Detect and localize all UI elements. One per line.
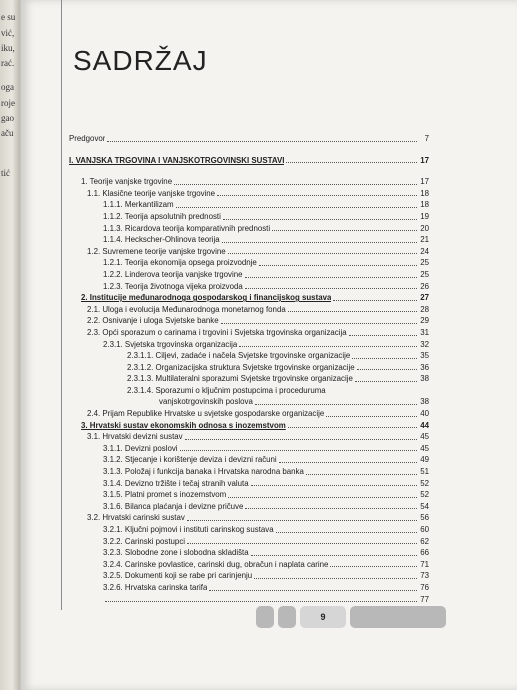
- footer-tab: [256, 606, 274, 628]
- toc-entry-page: 52: [420, 478, 429, 488]
- toc-leader-dots: [272, 230, 417, 231]
- toc-entry-title: 2.3.1.4. Sporazumi o ključnim postupcima i proceduruma: [127, 385, 326, 395]
- toc-entry: [69, 199, 429, 211]
- toc-entry-title: 1.2.2. Linderova teorija vanjske trgovine: [103, 269, 243, 279]
- toc-entry-title: 3.1. Hrvatski devizni sustav: [87, 432, 183, 442]
- toc-entry-title: 3.1.4. Devizno tržište i tečaj stranih valuta: [103, 478, 249, 488]
- toc-entry: [69, 234, 429, 246]
- prev-text-fragment: oga: [1, 82, 14, 92]
- toc-entry-page: 35: [420, 351, 429, 361]
- toc-entry: [69, 512, 429, 524]
- toc-entry: [69, 155, 429, 167]
- toc-entry: [69, 133, 429, 145]
- toc-entry-page: 76: [420, 582, 429, 592]
- toc-entry: [69, 257, 429, 269]
- toc-entry-title: 2.3.1.1. Ciljevi, zadaće i načela Svjetske trgovinske organizacije: [127, 351, 351, 361]
- prev-text-fragment: gao: [1, 113, 14, 123]
- toc-leader-dots: [288, 427, 417, 428]
- toc-leader-dots: [239, 346, 417, 347]
- toc-entry-page: 51: [420, 467, 429, 477]
- toc-entry-page: 21: [420, 235, 429, 245]
- toc-entry: [69, 269, 429, 281]
- toc-entry-title: 3.2.1. Ključni pojmovi i instituti carinskog sustava: [103, 525, 274, 534]
- toc-entry: [69, 327, 429, 339]
- prev-text-fragment: tić: [1, 168, 10, 178]
- toc-entry: [69, 466, 429, 478]
- toc-leader-dots: [180, 450, 417, 451]
- toc-entry-page: 52: [420, 490, 429, 500]
- toc-entry: [69, 246, 429, 258]
- toc-entry-page: 38: [420, 397, 429, 407]
- toc-entry: [69, 211, 429, 223]
- toc-leader-dots: [349, 335, 417, 336]
- toc-leader-dots: [223, 219, 417, 220]
- toc-entry: [69, 443, 429, 455]
- toc-entry: [69, 176, 429, 188]
- toc-entry-title: 1.2.3. Teorija životnoga vijeka proizvoda: [103, 281, 243, 291]
- toc-entry: [69, 281, 429, 293]
- toc-entry: [69, 292, 429, 304]
- toc-leader-dots: [209, 590, 417, 591]
- toc-entry-page: 19: [420, 211, 429, 221]
- toc-leader-dots: [187, 520, 417, 521]
- toc-entry-page: 17: [420, 177, 429, 187]
- footer-tab: [350, 606, 446, 628]
- toc-entry-page: 44: [420, 420, 429, 430]
- toc-entry-title: 2.3.1. Svjetska trgovinska organizacija: [103, 339, 238, 349]
- toc-entry-title: 2.2. Osnivanje i uloga Svjetske banke: [87, 316, 219, 326]
- page-footer: [256, 606, 446, 628]
- toc-entry-page: 66: [420, 548, 429, 558]
- toc-entry-title: 3.1.6. Bilanca plaćanja i devizne pričuve: [103, 501, 244, 511]
- toc-leader-dots: [245, 508, 417, 509]
- toc-entry-title: 2. Institucije međunarodnoga gospodarskog i financijskog sustava: [81, 293, 332, 303]
- toc-leader-dots: [326, 416, 417, 417]
- toc-leader-dots: [228, 253, 417, 254]
- toc-entry-title: 3.2.4. Carinske povlastice, carinski dug, obračun i naplata carine: [103, 559, 329, 569]
- toc-entry: [69, 396, 429, 408]
- toc-entry-page: 77: [420, 594, 429, 604]
- toc-leader-dots: [333, 300, 417, 301]
- toc-leader-dots: [276, 532, 417, 533]
- toc-entry-page: 60: [420, 525, 429, 534]
- toc-entry-title: 2.4. Prijam Republike Hrvatske u svjetske gospodarske organizacije: [87, 409, 325, 419]
- toc-entry-title: 1.1.1. Merkantilizam: [103, 200, 174, 210]
- toc-leader-dots: [174, 184, 417, 185]
- toc-entry-page: 27: [420, 293, 429, 303]
- toc-entry-title: vanjskotrgovinskih poslova: [159, 397, 253, 407]
- toc-entry: [69, 501, 429, 513]
- toc-leader-dots: [330, 566, 417, 567]
- toc-leader-dots: [217, 195, 417, 196]
- prev-text-fragment: iku,: [1, 43, 15, 53]
- toc-entry-page: 7: [424, 134, 429, 143]
- toc-entry-title: Predgovor: [69, 134, 106, 143]
- toc-leader-dots: [245, 288, 417, 289]
- toc-entry-page: 17: [420, 155, 429, 165]
- toc-entry: [69, 339, 429, 351]
- footer-tab: [278, 606, 296, 628]
- toc-entry-title: 2.3.1.2. Organizacijska struktura Svjetske trgovinske organizacije: [127, 362, 355, 372]
- toc-entry-title: 3. Hrvatski sustav ekonomskih odnosa s inozemstvom: [81, 420, 286, 430]
- prev-text-fragment: e su: [1, 12, 16, 22]
- toc-entry-title: 1.2.1. Teorija ekonomija opsega proizvodnje: [103, 258, 257, 268]
- toc-entry: [69, 315, 429, 327]
- toc-entry-page: 18: [420, 188, 429, 198]
- toc-entry-page: 29: [420, 316, 429, 326]
- toc-entry-title: 3.2.6. Hrvatska carinska tarifa: [103, 582, 208, 592]
- page-title: SADRŽAJ: [73, 44, 208, 76]
- toc-leader-dots: [251, 485, 417, 486]
- toc-entry: [69, 570, 429, 582]
- toc-entry: [69, 489, 429, 501]
- toc-leader-dots: [245, 277, 418, 278]
- toc-entry: [69, 420, 429, 432]
- toc-entry-page: 49: [420, 455, 429, 465]
- toc-entry-title: 1.1.3. Ricardova teorija komparativnih prednosti: [103, 223, 271, 233]
- toc-leader-dots: [222, 242, 417, 243]
- toc-leader-dots: [176, 207, 417, 208]
- page-number: 9: [300, 606, 346, 628]
- toc-entry: [69, 373, 429, 385]
- toc-leader-dots: [286, 162, 417, 163]
- toc-leader-dots: [251, 555, 417, 556]
- toc-entry-title: 3.1.1. Devizni poslovi: [103, 443, 178, 453]
- toc-entry: [69, 547, 429, 559]
- toc-entry-page: 36: [420, 362, 429, 372]
- toc-entry-title: 1.1.2. Teorija apsolutnih prednosti: [103, 211, 221, 221]
- table-of-contents: [69, 133, 429, 605]
- toc-entry-title: 3.1.2. Stjecanje i korištenje deviza i devizni računi: [103, 455, 277, 465]
- toc-entry-page: 38: [420, 374, 429, 384]
- toc-entry-page: 25: [420, 269, 429, 279]
- toc-entry-title: 1.1. Klasične teorije vanjske trgovine: [87, 188, 216, 198]
- toc-entry-title: 3.2.3. Slobodne zone i slobodna skladišta: [103, 548, 249, 558]
- toc-entry-page: 40: [420, 409, 429, 419]
- toc-leader-dots: [306, 474, 417, 475]
- previous-page-edge: [0, 0, 20, 690]
- toc-entry: [69, 454, 429, 466]
- toc-entry-title: 3.2.5. Dokumenti koji se rabe pri carinjenju: [103, 571, 253, 581]
- toc-entry: [69, 559, 429, 571]
- toc-leader-dots: [288, 311, 417, 312]
- toc-entry-title: I. VANJSKA TRGOVINA I VANJSKOTRGOVINSKI SUSTAVI: [69, 155, 285, 165]
- toc-leader-dots: [228, 497, 417, 498]
- toc-entry: [69, 536, 429, 548]
- toc-entry-title: 3.1.3. Položaj i funkcija banaka i Hrvatska narodna banka: [103, 467, 304, 477]
- book-page: [21, 0, 517, 690]
- toc-entry-page: 18: [420, 200, 429, 210]
- toc-entry: [69, 385, 429, 397]
- toc-entry: [69, 431, 429, 443]
- toc-leader-dots: [255, 404, 417, 405]
- prev-text-fragment: rać.: [1, 58, 15, 68]
- toc-entry-title: 1.1.4. Heckscher-Ohlinova teorija: [103, 235, 220, 245]
- toc-entry: [69, 350, 429, 362]
- toc-entry-page: 56: [420, 513, 429, 523]
- toc-entry: [69, 582, 429, 594]
- toc-leader-dots: [352, 358, 417, 359]
- toc-entry-page: 31: [420, 327, 429, 337]
- toc-entry-page: 71: [420, 559, 429, 569]
- toc-entry-page: 73: [420, 571, 429, 581]
- toc-entry-title: 3.2.2. Carinski postupci: [103, 536, 186, 546]
- toc-entry-page: 62: [420, 536, 429, 546]
- toc-entry-page: 32: [420, 339, 429, 349]
- toc-entry-title: 2.3. Opći sporazum o carinama i trgovini i Svjetska trgovinska organizacija: [87, 327, 347, 337]
- toc-entry: [69, 524, 429, 536]
- toc-leader-dots: [221, 323, 417, 324]
- toc-entry: [69, 408, 429, 420]
- toc-entry: [69, 478, 429, 490]
- toc-entry-title: 3.1.5. Platni promet s inozemstvom: [103, 490, 227, 500]
- toc-leader-dots: [355, 381, 417, 382]
- prev-text-fragment: roje: [1, 98, 15, 108]
- toc-leader-dots: [357, 369, 417, 370]
- toc-leader-dots: [185, 439, 417, 440]
- toc-leader-dots: [254, 578, 417, 579]
- toc-leader-dots: [107, 141, 417, 142]
- toc-entry-page: 26: [420, 281, 429, 291]
- prev-text-fragment: aču: [1, 128, 14, 138]
- toc-entry-title: 2.3.1.3. Multilateralni sporazumi Svjetske trgovinske organizacije: [127, 374, 353, 384]
- toc-leader-dots: [105, 601, 417, 602]
- toc-entry-title: 3.2. Hrvatski carinski sustav: [87, 513, 185, 523]
- toc-entry-page: 45: [420, 443, 429, 453]
- toc-entry: [69, 223, 429, 235]
- toc-entry-page: 20: [420, 223, 429, 233]
- toc-entry-title: 2.1. Uloga i evolucija Međunarodnoga monetarnog fonda: [87, 304, 286, 314]
- toc-entry-page: 24: [420, 246, 429, 256]
- toc-leader-dots: [259, 265, 417, 266]
- toc-entry-page: 54: [420, 501, 429, 511]
- toc-entry: [69, 362, 429, 374]
- toc-entry: [69, 188, 429, 200]
- toc-entry: [69, 594, 429, 606]
- toc-entry: [69, 304, 429, 316]
- toc-entry-page: 28: [420, 304, 429, 314]
- toc-leader-dots: [187, 543, 417, 544]
- toc-entry-page: 25: [420, 258, 429, 268]
- toc-leader-dots: [279, 462, 417, 463]
- toc-entry-title: 1. Teorije vanjske trgovine: [81, 177, 173, 187]
- prev-text-fragment: vić,: [1, 28, 15, 38]
- toc-entry-page: 45: [420, 432, 429, 442]
- toc-entry-title: 1.2. Suvremene teorije vanjske trgovine: [87, 246, 226, 256]
